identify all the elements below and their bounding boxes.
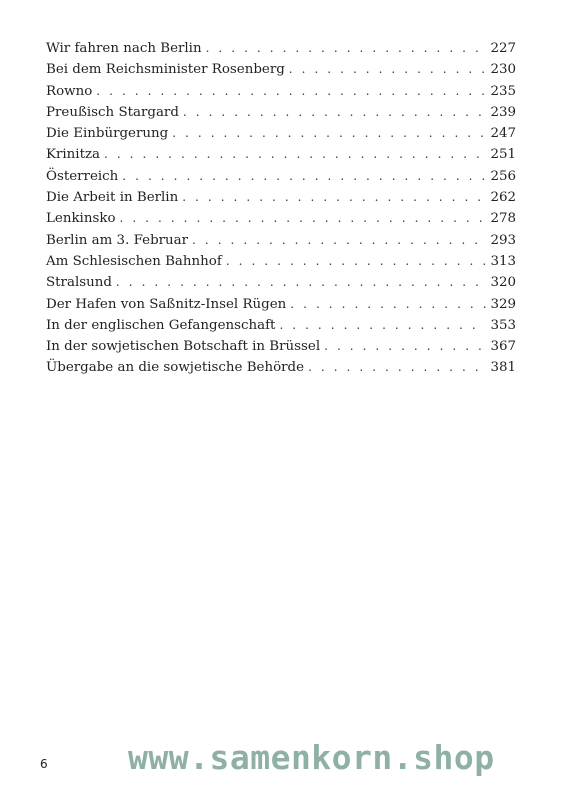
dot-leader [279,315,486,336]
dot-leader [192,230,486,251]
dot-leader [308,357,486,378]
dot-leader [290,294,486,315]
dot-leader [289,59,487,80]
page-number: 6 [40,757,48,771]
toc-entry-title: Stralsund [46,275,112,291]
toc-entry-title: Wir fahren nach Berlin [46,41,202,56]
toc-entry-page: 256 [490,168,516,184]
toc-entry-page: 251 [490,147,516,163]
toc-entry [46,208,516,229]
toc-entry-page: 239 [490,104,516,120]
toc-entry [46,251,516,272]
toc-entry [46,294,516,315]
dot-leader [183,102,487,123]
toc-entry [46,357,516,378]
toc-entry-title: Am Schlesischen Bahnhof [46,253,222,269]
toc-entry-title: Berlin am 3. Februar [46,232,189,248]
table-of-contents [46,38,516,379]
toc-entry-page: 262 [490,190,516,206]
toc-entry-title: Österreich [46,168,119,184]
toc-entry-title: Die Arbeit in Berlin [46,190,179,206]
toc-entry-page: 293 [490,232,516,248]
toc-entry-page: 353 [490,317,516,333]
toc-entry-title: Preußisch Stargard [46,104,179,120]
toc-entry [46,38,516,59]
dot-leader [122,166,486,187]
dot-leader [104,144,486,165]
dot-leader [120,208,487,229]
toc-entry-title: In der englischen Gefangenschaft [46,317,276,333]
toc-entry-title: Rowno [46,83,93,99]
toc-entry [46,144,516,165]
toc-entry-page: 367 [490,339,516,355]
toc-entry-title: In der sowjetischen Botschaft in Brüssel [46,339,321,355]
toc-entry [46,102,516,123]
toc-entry-title: Der Hafen von Saßnitz-Insel Rügen [46,296,287,312]
dot-leader [226,251,487,272]
toc-entry [46,187,516,208]
dot-leader [116,272,487,293]
dot-leader [182,187,486,208]
toc-entry-page: 278 [490,211,516,227]
toc-entry-page: 247 [490,126,516,142]
toc-entry-page: 313 [490,253,516,269]
toc-entry [46,336,516,357]
toc-entry-title: Krinitza [46,147,101,163]
dot-leader [324,336,486,357]
watermark-url: www.samenkorn.shop [128,738,495,777]
toc-entry [46,81,516,102]
toc-entry-page: 230 [490,62,516,78]
toc-entry [46,59,516,80]
dot-leader [96,81,486,102]
toc-entry [46,315,516,336]
dot-leader [172,123,486,144]
toc-entry-page: 227 [490,41,516,56]
toc-entry-page: 235 [490,83,516,99]
toc-entry-title: Bei dem Reichsminister Rosenberg [46,62,285,78]
toc-entry-page: 329 [490,296,516,312]
toc-entry [46,272,516,293]
dot-leader [206,38,487,59]
toc-entry [46,123,516,144]
toc-entry-page: 320 [490,275,516,291]
toc-entry [46,166,516,187]
toc-entry-title: Lenkinsko [46,211,116,227]
toc-entry-page: 381 [490,360,516,376]
toc-entry-title: Die Einbürgerung [46,126,169,142]
toc-entry [46,230,516,251]
toc-entry-title: Übergabe an die sowjetische Behörde [46,360,305,376]
